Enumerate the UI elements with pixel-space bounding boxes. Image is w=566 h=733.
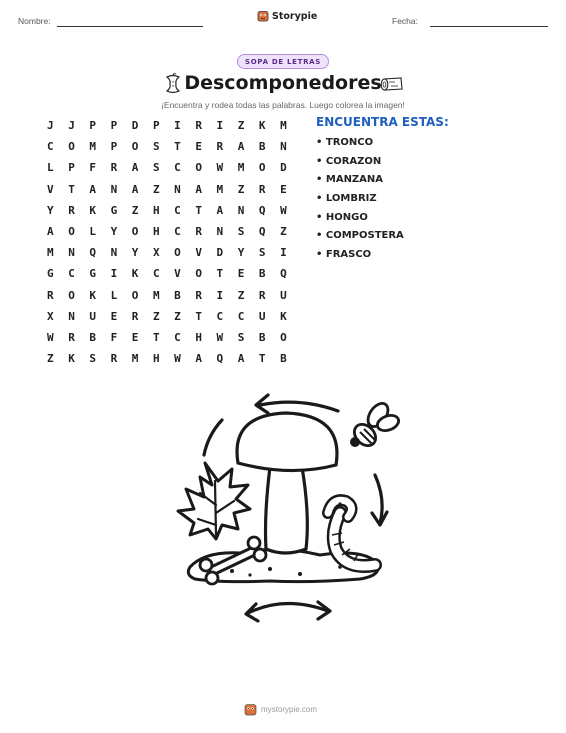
name-label: Nombre:	[18, 16, 51, 26]
storypie-logo-icon	[257, 10, 269, 22]
grid-letter[interactable]: A	[89, 182, 96, 196]
grid-letter[interactable]: J	[68, 119, 75, 132]
grid-row	[47, 246, 301, 267]
grid-letter[interactable]: Q	[216, 352, 224, 366]
grid-row	[47, 310, 301, 331]
grid-letter[interactable]: K	[258, 119, 266, 132]
grid-letter[interactable]: M	[131, 352, 139, 366]
grid-letter[interactable]: Z	[237, 119, 245, 132]
grid-letter[interactable]: R	[110, 352, 118, 366]
grid-letter[interactable]: C	[152, 267, 160, 281]
grid-letter[interactable]: O	[131, 288, 139, 302]
grid-letter[interactable]: Z	[280, 224, 287, 238]
grid-letter[interactable]: X	[152, 246, 160, 260]
grid-letter[interactable]: D	[131, 119, 139, 132]
grid-letter[interactable]: B	[258, 330, 266, 344]
grid-letter[interactable]: G	[110, 203, 118, 217]
grid-letter[interactable]: U	[280, 288, 287, 302]
log-icon	[380, 76, 406, 92]
grid-letter[interactable]: A	[237, 140, 245, 154]
cycle-arrow-icon	[260, 402, 338, 411]
grid-letter[interactable]: A	[216, 203, 224, 217]
grid-letter[interactable]: Z	[152, 182, 160, 196]
grid-letter[interactable]: N	[68, 309, 75, 323]
grid-letter[interactable]: C	[174, 161, 181, 175]
grid-letter[interactable]: N	[174, 182, 181, 196]
grid-letter[interactable]: T	[195, 203, 202, 217]
grid-letter[interactable]: V	[174, 267, 181, 281]
grid-letter[interactable]: R	[258, 182, 266, 196]
grid-letter[interactable]: Y	[131, 246, 139, 260]
grid-letter[interactable]: R	[216, 140, 224, 154]
grid-letter[interactable]: O	[174, 246, 181, 260]
grid-letter[interactable]: H	[152, 203, 160, 217]
grid-letter[interactable]: I	[174, 119, 181, 132]
grid-letter[interactable]: R	[258, 288, 266, 302]
grid-letter[interactable]: B	[258, 267, 266, 281]
grid-letter[interactable]: I	[216, 288, 224, 302]
word-list-item: • TRONCO	[316, 137, 374, 148]
grid-letter[interactable]: A	[131, 182, 139, 196]
grid-letter[interactable]: L	[110, 288, 118, 302]
grid-letter[interactable]: S	[89, 352, 96, 366]
grid-letter[interactable]: R	[195, 224, 202, 238]
grid-letter[interactable]: S	[258, 246, 266, 260]
grid-letter[interactable]: U	[89, 309, 96, 323]
word-list-title: ENCUENTRA ESTAS:	[316, 115, 449, 129]
grid-letter[interactable]: M	[47, 246, 54, 260]
grid-row	[47, 140, 301, 161]
grid-letter[interactable]: E	[110, 309, 118, 323]
word-list-item: • FRASCO	[316, 249, 372, 261]
grid-letter[interactable]: L	[89, 224, 96, 238]
grid-letter[interactable]: N	[280, 140, 287, 154]
grid-letter[interactable]: Z	[174, 309, 181, 323]
grid-letter[interactable]: R	[47, 288, 54, 302]
grid-letter[interactable]: I	[110, 267, 118, 281]
grid-letter[interactable]: I	[216, 119, 224, 132]
grid-letter[interactable]: L	[47, 161, 54, 175]
grid-letter[interactable]: T	[216, 267, 224, 281]
grid-letter[interactable]: C	[216, 309, 224, 323]
grid-letter[interactable]: H	[195, 330, 202, 344]
grid-row	[47, 289, 301, 310]
grid-letter[interactable]: W	[47, 330, 54, 344]
grid-letter[interactable]: S	[237, 224, 245, 238]
grid-letter[interactable]: T	[195, 309, 202, 323]
word-list	[316, 137, 404, 268]
grid-letter[interactable]: F	[110, 330, 118, 344]
grid-letter[interactable]: Z	[47, 352, 54, 366]
word-list-item: • CORAZON	[316, 155, 382, 167]
grid-letter[interactable]: O	[131, 140, 139, 154]
grid-letter[interactable]: F	[89, 161, 96, 175]
grid-letter[interactable]: V	[47, 182, 54, 196]
date-label: Fecha:	[392, 16, 418, 26]
grid-letter[interactable]: O	[280, 330, 287, 344]
grid-letter[interactable]: O	[68, 140, 75, 154]
grid-letter[interactable]: R	[195, 119, 202, 132]
grid-letter[interactable]: Q	[89, 246, 96, 260]
grid-letter[interactable]: Q	[258, 224, 266, 238]
grid-letter[interactable]: S	[237, 330, 245, 344]
grid-letter[interactable]: X	[47, 309, 54, 323]
grid-letter[interactable]: P	[110, 140, 118, 154]
grid-letter[interactable]: E	[131, 330, 139, 344]
grid-letter[interactable]: P	[89, 119, 96, 132]
grid-row	[47, 161, 301, 182]
grid-letter[interactable]: Q	[258, 203, 266, 217]
grid-letter[interactable]: C	[174, 330, 181, 344]
grid-letter[interactable]: J	[47, 119, 54, 132]
grid-letter[interactable]: Y	[110, 224, 118, 238]
grid-letter[interactable]: B	[280, 352, 287, 366]
grid-letter[interactable]: Y	[237, 246, 245, 260]
page-title: Descomponedores	[184, 72, 382, 94]
grid-letter[interactable]: O	[258, 161, 266, 175]
grid-letter[interactable]: M	[237, 161, 245, 175]
grid-letter[interactable]: D	[216, 246, 224, 260]
puzzle-type-badge: SOPA DE LETRAS	[237, 54, 329, 69]
date-input-line[interactable]	[430, 26, 548, 27]
grid-letter[interactable]: Y	[47, 203, 54, 217]
grid-row	[47, 119, 301, 140]
grid-letter[interactable]: R	[195, 288, 202, 302]
word-list-item: • HONGO	[316, 211, 368, 223]
grid-letter[interactable]: O	[131, 224, 139, 238]
grid-letter[interactable]: O	[68, 288, 75, 302]
grid-letter[interactable]: E	[280, 182, 287, 196]
grid-letter[interactable]: E	[195, 140, 202, 154]
grid-letter[interactable]: Z	[152, 309, 160, 323]
grid-letter[interactable]: A	[195, 182, 202, 196]
grid-letter[interactable]: I	[280, 246, 287, 260]
grid-letter[interactable]: Z	[237, 182, 245, 196]
grid-letter[interactable]: H	[152, 224, 160, 238]
grid-row	[47, 204, 301, 225]
grid-letter[interactable]: N	[68, 246, 75, 260]
grid-letter[interactable]: C	[68, 267, 75, 281]
footer	[244, 703, 317, 716]
grid-letter[interactable]: C	[174, 224, 181, 238]
grid-letter[interactable]: K	[68, 352, 75, 366]
grid-letter[interactable]: W	[216, 330, 224, 344]
grid-letter[interactable]: W	[174, 352, 181, 366]
grid-letter[interactable]: G	[47, 267, 54, 281]
grid-row	[47, 225, 301, 246]
grid-row	[47, 331, 301, 352]
grid-letter[interactable]: P	[152, 119, 160, 132]
grid-letter[interactable]: G	[89, 267, 96, 281]
grid-letter[interactable]: S	[152, 140, 160, 154]
fly-icon	[350, 400, 401, 450]
grid-letter[interactable]: E	[237, 267, 245, 281]
grid-row	[47, 267, 301, 288]
grid-letter[interactable]: V	[195, 246, 202, 260]
grid-letter[interactable]: B	[258, 140, 266, 154]
grid-letter[interactable]: M	[280, 119, 287, 132]
footer-url[interactable]: mystorypie.com	[261, 705, 318, 714]
grid-letter[interactable]: N	[110, 246, 118, 260]
word-list-item: • COMPOSTERA	[316, 230, 404, 242]
word-search-grid[interactable]	[47, 119, 301, 373]
grid-letter[interactable]: A	[195, 352, 202, 366]
grid-letter[interactable]: N	[216, 224, 224, 238]
storypie-logo-icon	[244, 703, 257, 716]
grid-letter[interactable]: K	[280, 309, 287, 323]
grid-letter[interactable]: Z	[237, 288, 245, 302]
grid-letter[interactable]: C	[237, 309, 245, 323]
grid-letter[interactable]: A	[131, 161, 139, 175]
grid-letter[interactable]: U	[258, 309, 266, 323]
grid-letter[interactable]: D	[280, 161, 287, 175]
grid-letter[interactable]: W	[216, 161, 224, 175]
grid-letter[interactable]: P	[110, 119, 118, 132]
grid-letter[interactable]: K	[89, 203, 96, 217]
word-list-item: • MANZANA	[316, 174, 384, 186]
grid-letter[interactable]: N	[237, 203, 245, 217]
grid-letter[interactable]: R	[68, 203, 75, 217]
grid-letter[interactable]: A	[237, 352, 245, 366]
grid-letter[interactable]: R	[68, 330, 75, 344]
grid-letter[interactable]: M	[216, 182, 224, 196]
grid-letter[interactable]: K	[89, 288, 96, 302]
name-input-line[interactable]	[57, 26, 203, 27]
grid-letter[interactable]: M	[89, 140, 96, 154]
grid-letter[interactable]: O	[195, 267, 202, 281]
grid-row	[47, 183, 301, 204]
grid-letter[interactable]: W	[280, 203, 287, 217]
instructions: ¡Encuentra y rodea todas las palabras. Luego colorea la imagen!	[161, 100, 405, 110]
grid-letter[interactable]: O	[195, 161, 202, 175]
grid-letter[interactable]: K	[131, 267, 139, 281]
mushroom-illustration	[160, 385, 410, 625]
grid-letter[interactable]: B	[89, 330, 96, 344]
grid-letter[interactable]: P	[68, 161, 75, 175]
grid-letter[interactable]: N	[110, 182, 118, 196]
grid-letter[interactable]: B	[174, 288, 181, 302]
grid-letter[interactable]: C	[174, 203, 181, 217]
brand	[257, 10, 317, 22]
grid-letter[interactable]: Z	[131, 203, 139, 217]
grid-letter[interactable]: C	[47, 140, 54, 154]
word-list-item: • LOMBRIZ	[316, 193, 377, 205]
grid-letter[interactable]: M	[152, 288, 160, 302]
grid-letter[interactable]: R	[131, 309, 139, 323]
grid-letter[interactable]: Q	[280, 267, 287, 281]
grid-letter[interactable]: H	[152, 352, 160, 366]
grid-letter[interactable]: T	[258, 352, 266, 366]
grid-row	[47, 352, 301, 373]
grid-letter[interactable]: T	[174, 140, 181, 154]
grid-letter[interactable]: T	[68, 182, 75, 196]
grid-letter[interactable]: A	[47, 224, 54, 238]
brand-name: Storypie	[272, 10, 318, 22]
grid-letter[interactable]: R	[110, 161, 118, 175]
grid-letter[interactable]: T	[152, 330, 160, 344]
leaf-icon	[178, 463, 250, 539]
grid-letter[interactable]: S	[152, 161, 160, 175]
grid-letter[interactable]: O	[68, 224, 75, 238]
